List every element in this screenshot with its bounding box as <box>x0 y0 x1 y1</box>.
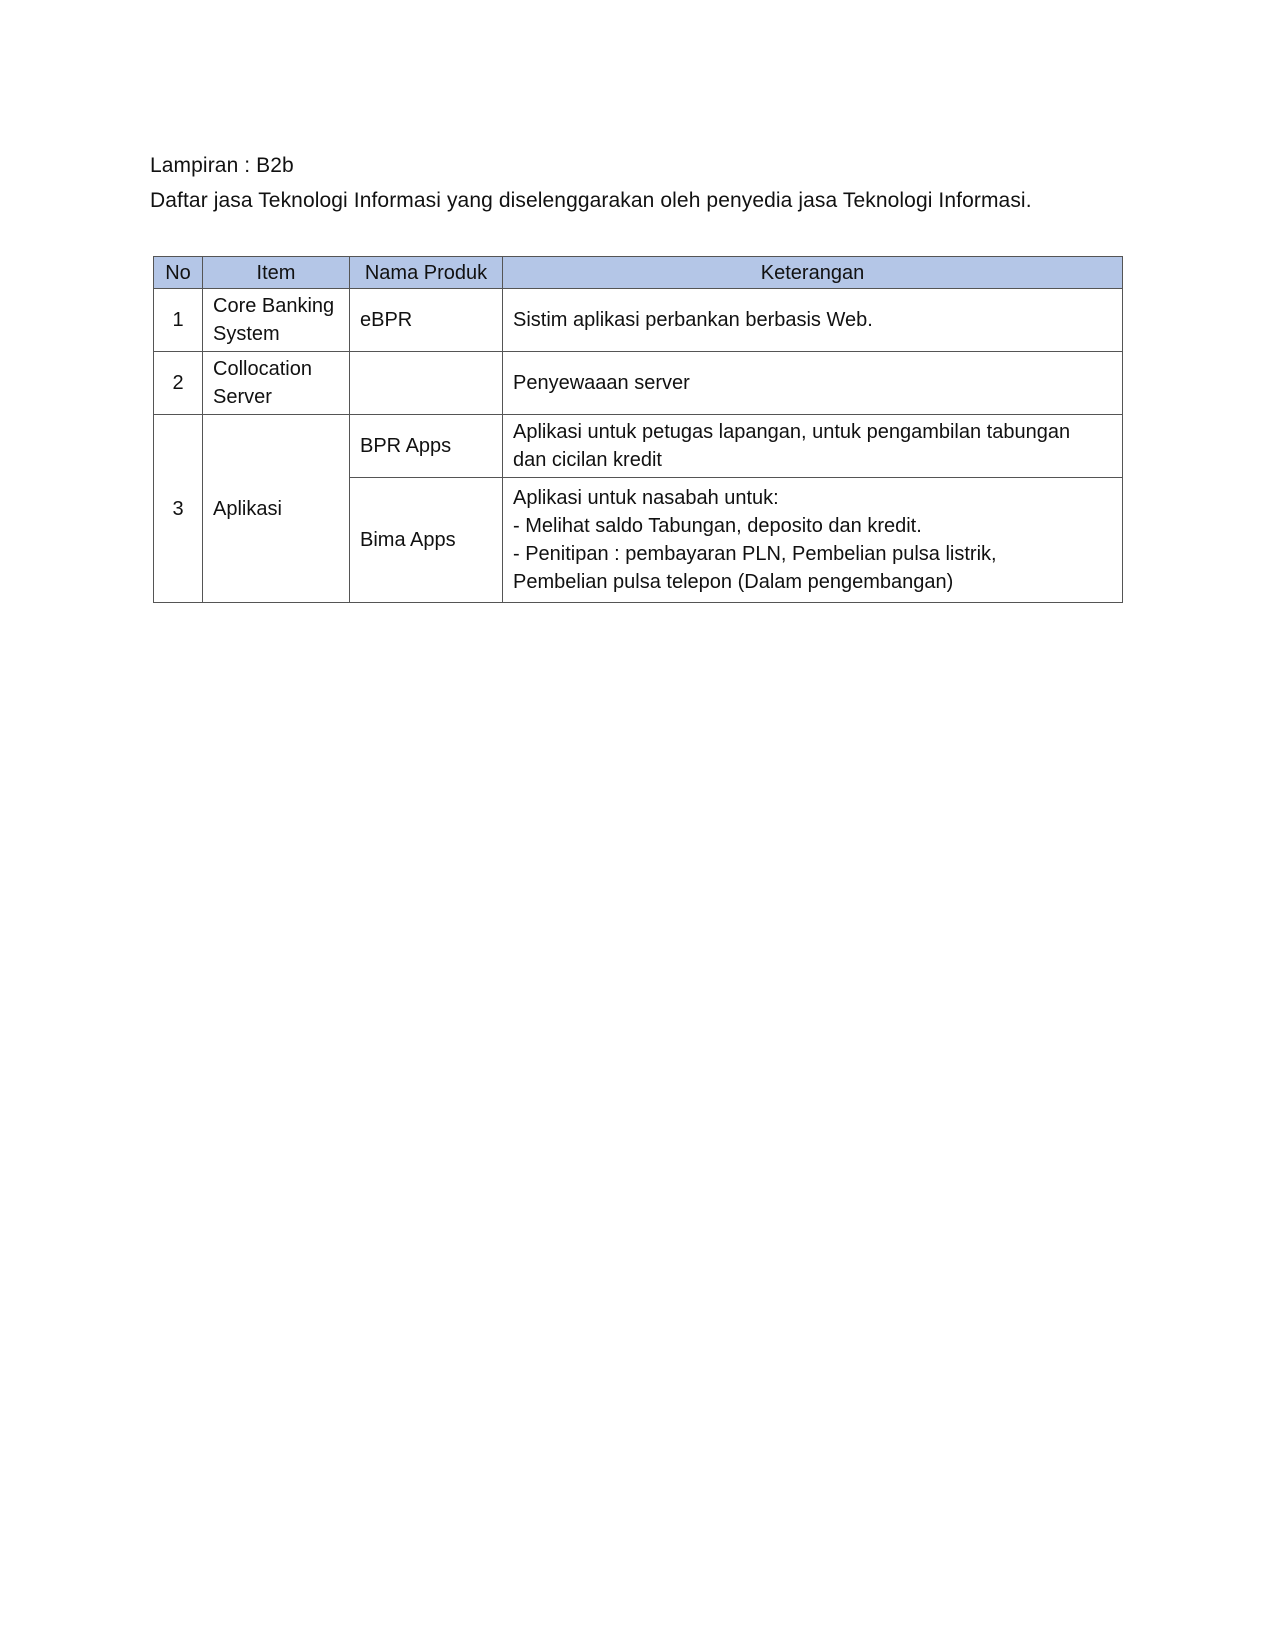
keterangan-cell <box>503 289 1123 352</box>
product-name <box>350 352 503 415</box>
keterangan-text-line: Penyewaaan server <box>513 372 690 394</box>
keterangan-cell <box>503 478 1123 603</box>
product-name: Bima Apps <box>350 478 503 603</box>
keterangan-text-line: - Penitipan : pembayaran PLN, Pembelian pulsa listrik, <box>513 543 997 565</box>
product-name: eBPR <box>350 289 503 352</box>
table-row <box>154 289 1123 352</box>
item-text-line: Aplikasi <box>213 497 282 520</box>
keterangan-cell <box>503 352 1123 415</box>
item-cell <box>203 415 350 603</box>
column-header-keterangan: Keterangan <box>503 257 1123 289</box>
keterangan-cell <box>503 415 1123 478</box>
attachment-label: Lampiran : B2b <box>150 154 294 177</box>
product-name: BPR Apps <box>350 415 503 478</box>
keterangan-text-line: dan cicilan kredit <box>513 449 662 471</box>
keterangan-text-line: Aplikasi untuk nasabah untuk: <box>513 487 779 509</box>
services-table <box>153 256 1123 603</box>
keterangan-text-line: Sistim aplikasi perbankan berbasis Web. <box>513 309 873 331</box>
keterangan-text-line: - Melihat saldo Tabungan, deposito dan kredit. <box>513 515 922 537</box>
keterangan-text-line: Aplikasi untuk petugas lapangan, untuk pengambilan tabungan <box>513 421 1071 443</box>
row-number: 1 <box>154 289 203 352</box>
row-number: 2 <box>154 352 203 415</box>
column-header-item: Item <box>203 257 350 289</box>
item-text-line: Collocation <box>213 358 312 380</box>
item-cell <box>203 352 350 415</box>
table-row <box>154 352 1123 415</box>
document-description: Daftar jasa Teknologi Informasi yang diselenggarakan oleh penyedia jasa Teknologi Informasi. <box>150 189 1032 212</box>
column-header-nama-produk: Nama Produk <box>350 257 503 289</box>
column-header-no: No <box>154 257 203 289</box>
item-text-line: System <box>213 323 280 345</box>
item-text-line: Core Banking <box>213 295 335 317</box>
keterangan-text-line: Pembelian pulsa telepon (Dalam pengembangan) <box>513 571 954 593</box>
row-number: 3 <box>154 415 203 603</box>
table-row <box>154 415 1123 478</box>
item-text-line: Server <box>213 386 272 408</box>
page-heading <box>150 148 1032 218</box>
table-header-row <box>154 257 1123 289</box>
item-cell <box>203 289 350 352</box>
